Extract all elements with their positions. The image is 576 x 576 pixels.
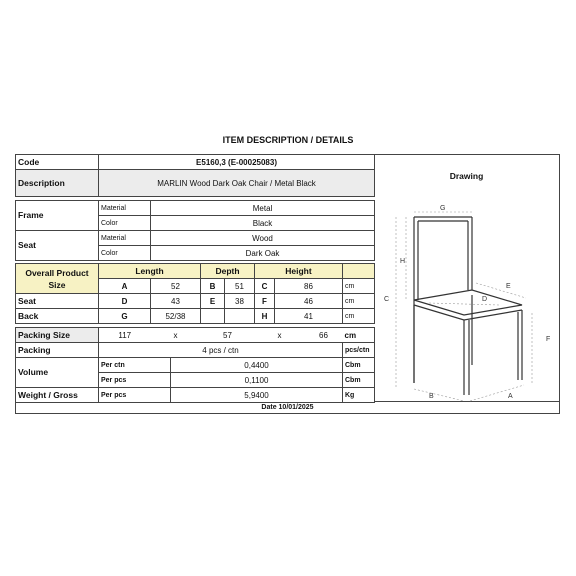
volume-per-pcs-value: 0,1100 — [171, 373, 343, 388]
packing-value: 4 pcs / ctn — [99, 343, 343, 358]
dim-a-key: A — [99, 279, 151, 294]
item-details-table — [15, 154, 375, 403]
dim-back-unit: cm — [343, 309, 375, 324]
drawing-label-c: C — [384, 296, 390, 303]
packing-size-row — [16, 328, 375, 343]
packing-label: Packing — [16, 343, 99, 358]
drawing-label-d: D — [482, 296, 488, 303]
drawing-label-g: G — [440, 205, 446, 212]
back-dimensions-row — [16, 309, 375, 324]
weight-per-pcs-label: Per pcs — [99, 388, 171, 403]
volume-label: Volume — [16, 358, 99, 388]
seat-label: Seat — [16, 231, 99, 261]
chair-drawing — [374, 155, 560, 403]
weight-label: Weight / Gross — [16, 388, 99, 403]
dim-b-key: B — [201, 279, 225, 294]
description-row — [16, 170, 375, 197]
frame-material-row — [16, 201, 375, 216]
code-row — [16, 155, 375, 170]
dim-g-key: G — [99, 309, 151, 324]
drawing-label-b: B — [429, 393, 434, 400]
drawing-panel — [374, 154, 560, 402]
dim-f-key: F — [255, 294, 275, 309]
dim-a-value: 52 — [151, 279, 201, 294]
weight-row — [16, 388, 375, 403]
seat-material-value: Wood — [151, 231, 375, 246]
packing-size-width: 57 — [201, 328, 255, 343]
seat-dimensions-row — [16, 294, 375, 309]
drawing-label-f: F — [546, 336, 551, 343]
weight-unit: Kg — [343, 388, 375, 403]
frame-color-value: Black — [151, 216, 375, 231]
description-label: Description — [16, 170, 99, 197]
depth-header: Depth — [201, 264, 255, 279]
seat-color-value: Dark Oak — [151, 246, 375, 261]
frame-material-value: Metal — [151, 201, 375, 216]
drawing-label-h: H — [400, 258, 406, 265]
date-footer: Date 10/01/2025 — [15, 402, 560, 414]
seat-material-row — [16, 231, 375, 246]
packing-size-label: Packing Size — [16, 328, 99, 343]
frame-material-label: Material — [99, 201, 151, 216]
overall-size-label — [16, 264, 99, 294]
packing-size-length: 117 — [99, 328, 151, 343]
volume-per-ctn-value: 0,4400 — [171, 358, 343, 373]
dim-h-value: 41 — [275, 309, 343, 324]
packing-unit: pcs/ctn — [343, 343, 375, 358]
description-value: MARLIN Wood Dark Oak Chair / Metal Black — [99, 170, 375, 197]
packing-size-x1: x — [151, 328, 201, 343]
volume-per-ctn-row — [16, 358, 375, 373]
volume-per-pcs-unit: Cbm — [343, 373, 375, 388]
chair-outline — [414, 217, 522, 395]
packing-size-unit: cm — [343, 328, 375, 343]
dim-overall-unit: cm — [343, 279, 375, 294]
drawing-title: Drawing — [449, 171, 484, 181]
dim-g-value: 52/38 — [151, 309, 201, 324]
overall-label-line1: Overall Product — [25, 267, 89, 278]
drawing-label-e: E — [506, 283, 511, 290]
dim-c-value: 86 — [275, 279, 343, 294]
dim-h-key: H — [255, 309, 275, 324]
height-header: Height — [255, 264, 343, 279]
frame-label: Frame — [16, 201, 99, 231]
dim-f-value: 46 — [275, 294, 343, 309]
frame-color-label: Color — [99, 216, 151, 231]
dim-c-key: C — [255, 279, 275, 294]
page-title: ITEM DESCRIPTION / DETAILS — [222, 135, 354, 145]
dim-seat-unit: cm — [343, 294, 375, 309]
weight-value: 5,9400 — [171, 388, 343, 403]
dimensions-header-row — [16, 264, 375, 279]
code-value: E5160,3 (E-00025083) — [99, 155, 375, 170]
dim-e-key: E — [201, 294, 225, 309]
dim-e-value: 38 — [225, 294, 255, 309]
overall-label-line2: Size — [48, 279, 66, 290]
packing-size-height: 66 — [305, 328, 343, 343]
seat-color-label: Color — [99, 246, 151, 261]
seat-dim-label: Seat — [16, 294, 99, 309]
volume-per-pcs-label: Per pcs — [99, 373, 171, 388]
drawing-label-a: A — [508, 393, 513, 400]
volume-per-ctn-label: Per ctn — [99, 358, 171, 373]
packing-size-x2: x — [255, 328, 305, 343]
code-label: Code — [16, 155, 99, 170]
packing-row — [16, 343, 375, 358]
dim-b-value: 51 — [225, 279, 255, 294]
back-dim-label: Back — [16, 309, 99, 324]
volume-per-ctn-unit: Cbm — [343, 358, 375, 373]
dim-d-key: D — [99, 294, 151, 309]
dim-d-value: 43 — [151, 294, 201, 309]
seat-material-label: Material — [99, 231, 151, 246]
length-header: Length — [99, 264, 201, 279]
